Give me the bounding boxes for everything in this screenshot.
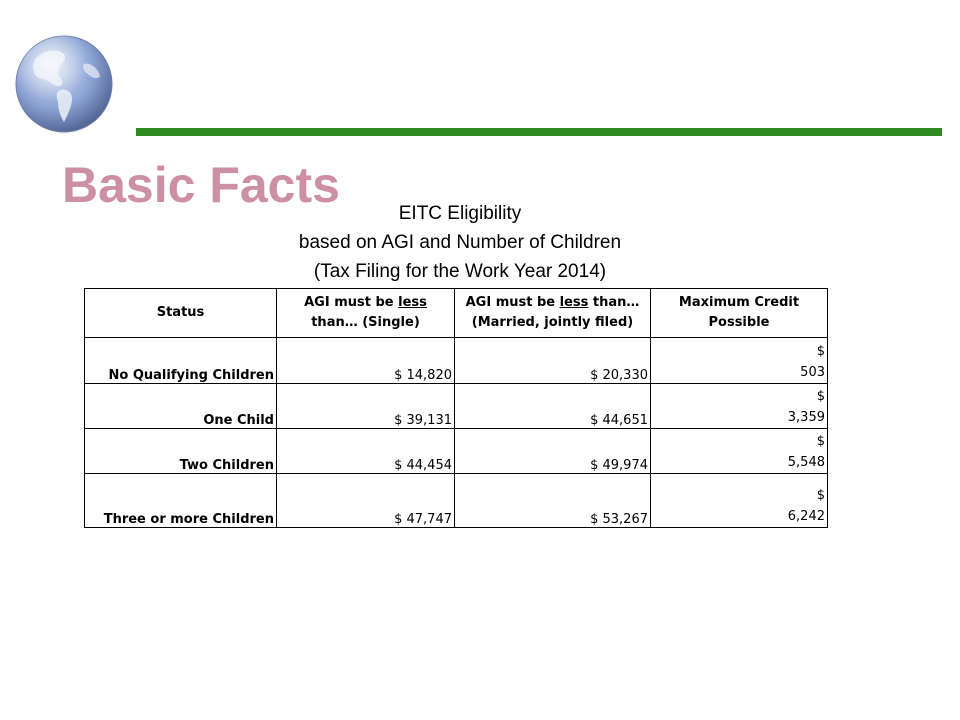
title-rule-bar — [136, 128, 942, 136]
table-row — [85, 429, 828, 474]
row-max-credit: $ 503 — [651, 338, 828, 384]
row-agi-married: $ 20,330 — [455, 338, 651, 384]
table-row — [85, 384, 828, 429]
row-agi-married: $ 49,974 — [455, 429, 651, 474]
table-caption-line-3: (Tax Filing for the Work Year 2014) — [313, 261, 607, 282]
row-agi-single: $ 14,820 — [277, 338, 455, 384]
row-max-credit: $ 5,548 — [651, 429, 828, 474]
globe-icon — [14, 34, 114, 134]
row-agi-single: $ 44,454 — [277, 429, 455, 474]
header-agi-single: AGI must be less than… (Single) — [277, 289, 455, 338]
row-status: No Qualifying Children — [85, 338, 277, 384]
row-agi-single: $ 47,747 — [277, 474, 455, 528]
row-agi-married: $ 53,267 — [455, 474, 651, 528]
eitc-table — [84, 288, 828, 528]
row-status: Three or more Children — [85, 474, 277, 528]
row-max-credit: $ 6,242 — [651, 474, 828, 528]
header-status: Status — [85, 289, 277, 338]
row-status: Two Children — [85, 429, 277, 474]
table-caption-line-1: EITC Eligibility — [398, 203, 522, 224]
table-row — [85, 338, 828, 384]
header-agi-married: AGI must be less than… (Married, jointly filed) — [455, 289, 651, 338]
header-max-credit: Maximum Credit Possible — [651, 289, 828, 338]
table-header-row — [85, 289, 828, 338]
row-agi-married: $ 44,651 — [455, 384, 651, 429]
row-agi-single: $ 39,131 — [277, 384, 455, 429]
table-caption-line-2: based on AGI and Number of Children — [298, 232, 622, 253]
slide-title: Basic Facts — [62, 157, 340, 213]
row-status: One Child — [85, 384, 277, 429]
table-row — [85, 474, 828, 528]
row-max-credit: $ 3,359 — [651, 384, 828, 429]
